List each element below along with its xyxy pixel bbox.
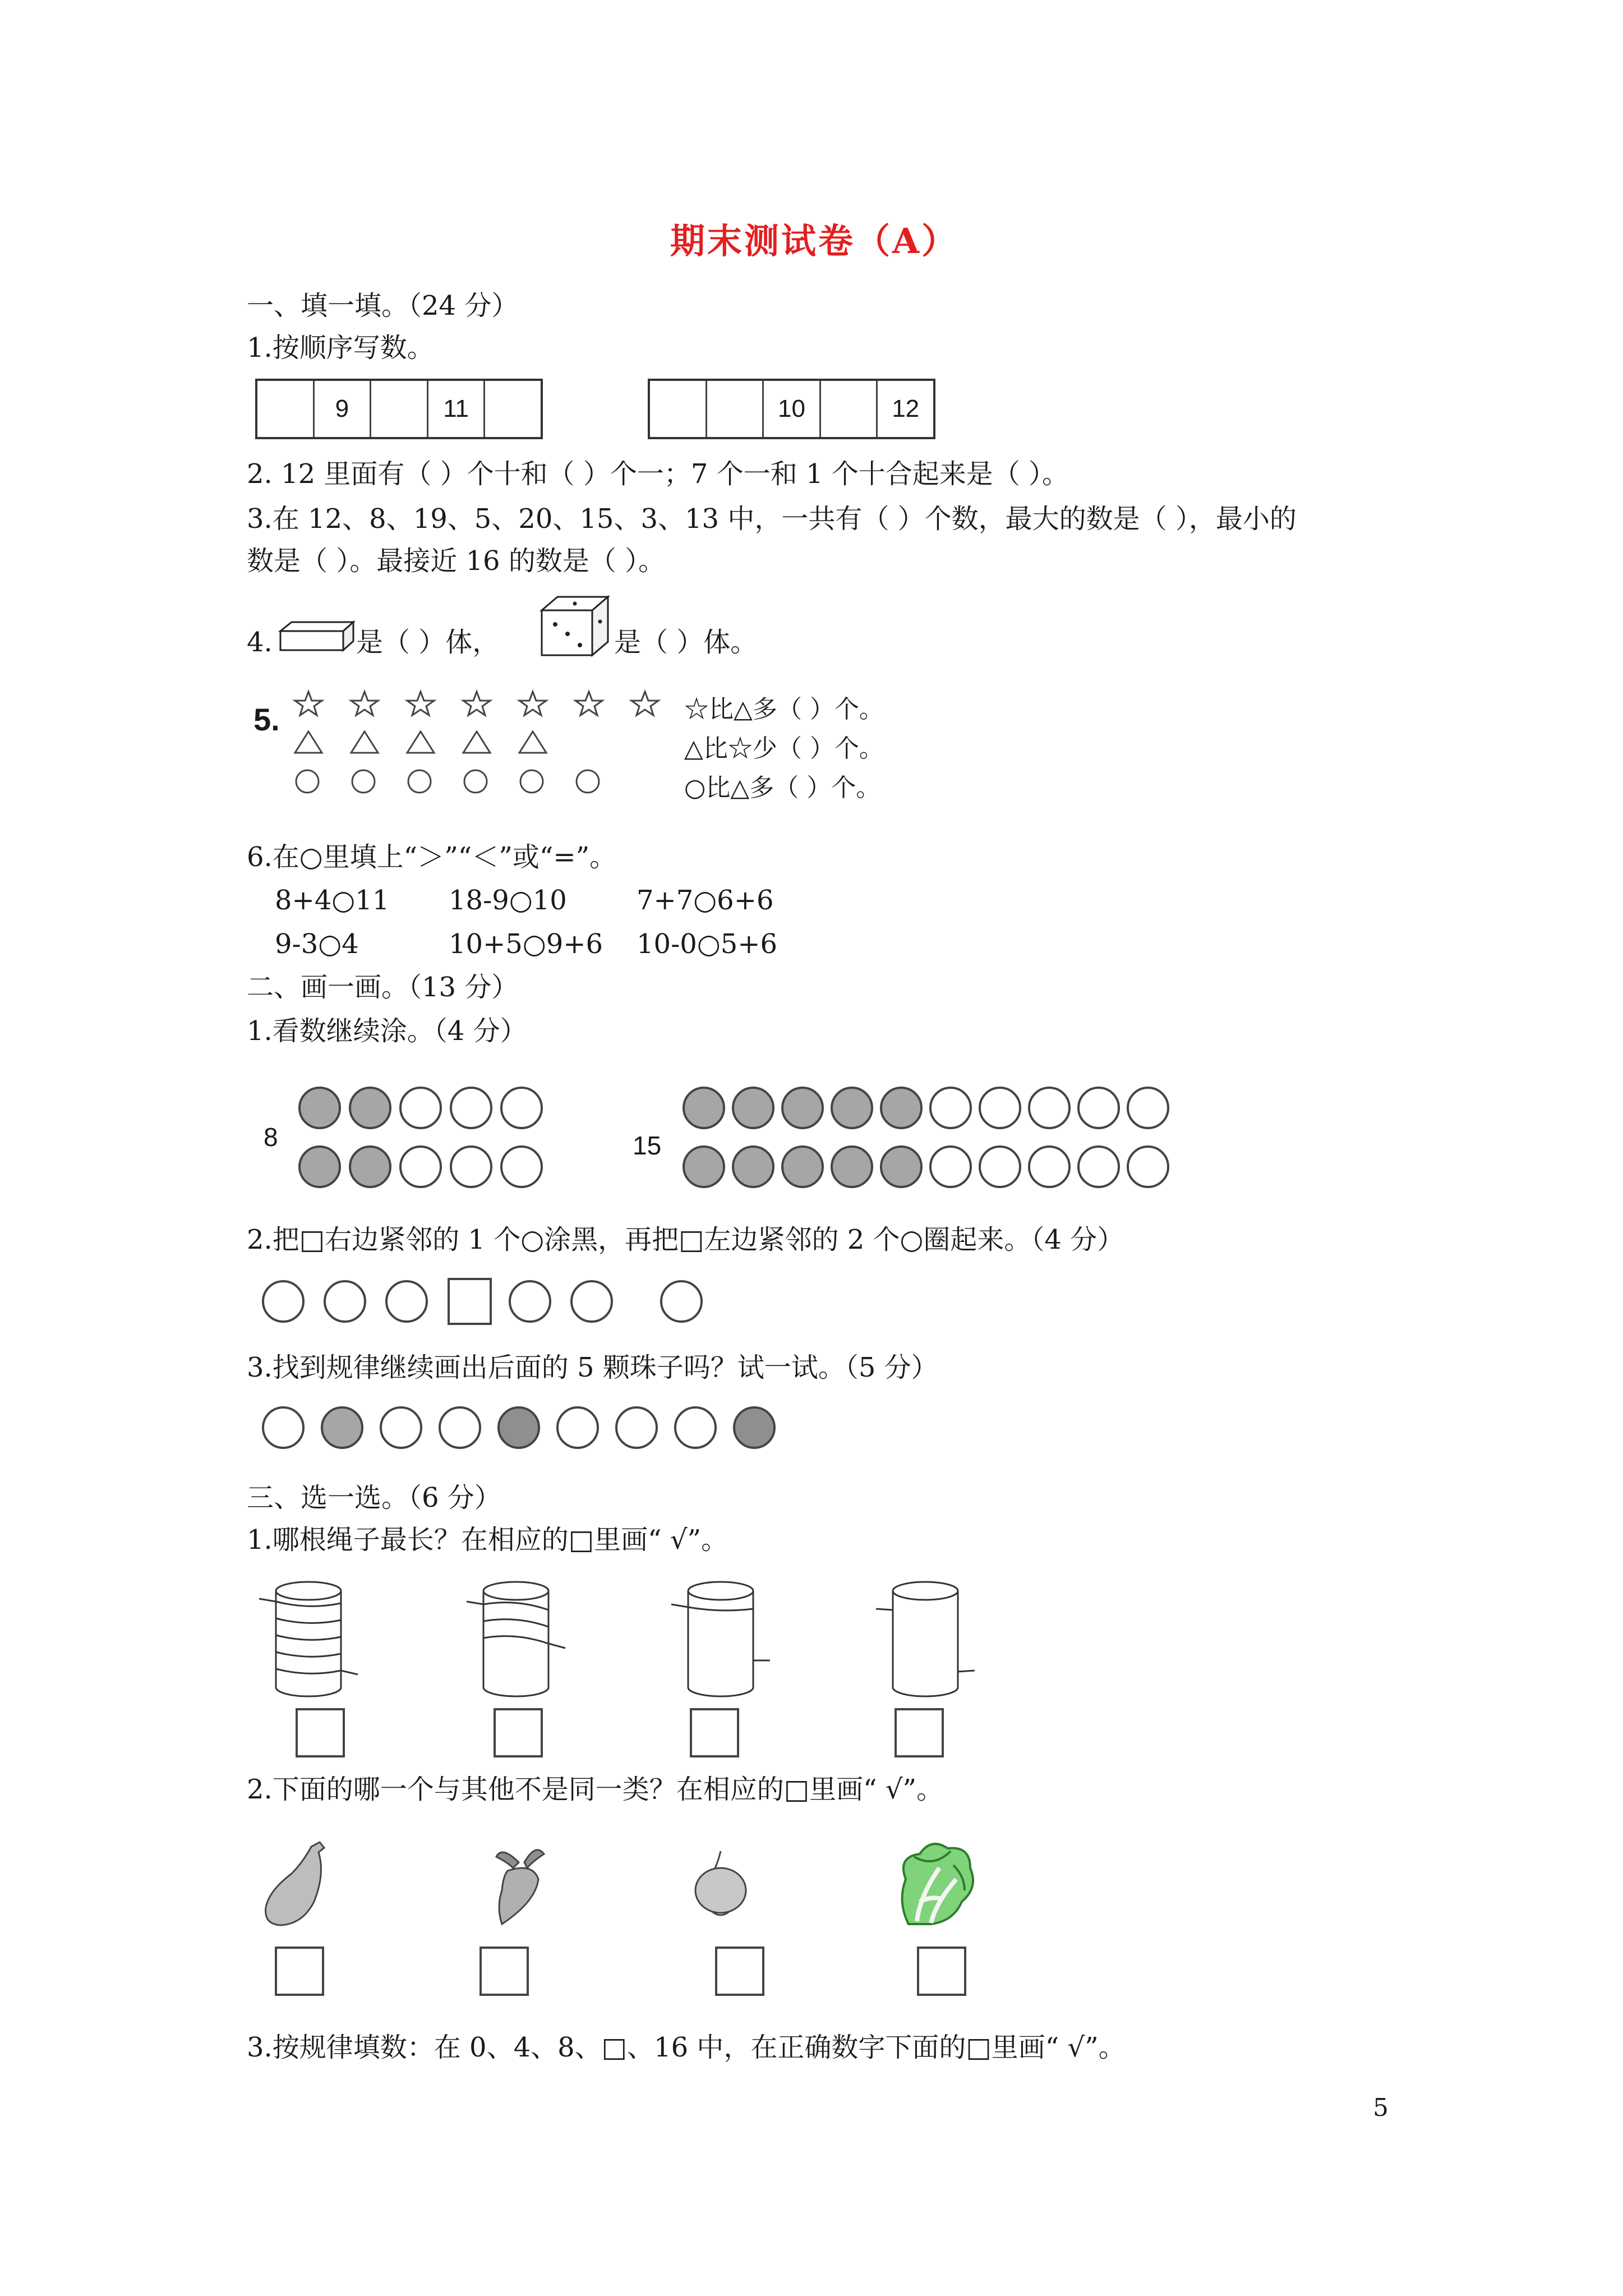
question-3-2: 2.下面的哪一个与其他不是同一类？在相应的□里画“ √”。 <box>247 1774 944 1805</box>
answer-box[interactable] <box>479 1947 529 1996</box>
triangles-row <box>292 728 550 756</box>
question-1-1-label: 1.按顺序写数。 <box>247 332 434 364</box>
question-3-3: 3.按规律填数：在 0、4、8、□、16 中，在正确数字下面的□里画“ √”。 <box>247 2032 1126 2063</box>
answer-box[interactable] <box>690 1708 739 1757</box>
question-1-5-row2: △比☆少（ ）个。 <box>684 734 884 763</box>
page-title: 期末测试卷（A） <box>670 220 959 261</box>
circles-row <box>292 767 606 795</box>
rope-cylinder-1 <box>258 1576 370 1705</box>
sequence-cell[interactable] <box>371 381 428 437</box>
rope-cylinder-4 <box>875 1576 987 1705</box>
eggplant-icon <box>258 1840 336 1930</box>
count-label-15: 15 <box>633 1131 662 1160</box>
section-2-heading: 二、画一画。（13 分） <box>247 972 519 1003</box>
sequence-box-b <box>648 379 935 439</box>
cabbage-icon <box>886 1834 981 1930</box>
question-1-6-label: 6.在○里填上“＞”“＜”或“=”。 <box>247 841 617 873</box>
question-1-3-line2: 数是（ ）。最接近 16 的数是（ ）。 <box>247 545 666 577</box>
question-1-5-number: 5. <box>253 702 280 737</box>
compare-item: 8+4○11 <box>275 885 390 916</box>
stars-row <box>292 687 651 721</box>
question-1-2: 2. 12 里面有（ ）个十和（ ）个一；7 个一和 1 个十合起来是（ ）。 <box>247 458 1069 490</box>
answer-box[interactable] <box>715 1947 764 1996</box>
cuboid-icon <box>276 619 354 652</box>
count-label-8: 8 <box>264 1122 278 1152</box>
rope-cylinder-2 <box>465 1576 578 1705</box>
compare-item: 10-0○5+6 <box>637 928 778 960</box>
sequence-cell: 10 <box>764 381 821 437</box>
question-1-5-row1: ☆比△多（ ）个。 <box>684 695 884 724</box>
circles-grid-15 <box>681 1083 1220 1195</box>
compare-item: 9-3○4 <box>275 928 359 960</box>
answer-box[interactable] <box>895 1708 944 1757</box>
answer-box[interactable] <box>275 1947 324 1996</box>
compare-item: 18-9○10 <box>449 885 567 916</box>
sequence-cell: 9 <box>315 381 372 437</box>
compare-item: 7+7○6+6 <box>637 885 774 916</box>
question-2-3: 3.找到规律继续画出后面的 5 颗珠子吗？试一试。（5 分） <box>247 1352 938 1383</box>
answer-box[interactable] <box>296 1708 345 1757</box>
onion-icon <box>687 1846 754 1924</box>
question-1-4-part2: 是（ ）体。 <box>614 627 758 658</box>
rope-cylinder-3 <box>670 1576 782 1705</box>
sequence-cell[interactable] <box>707 381 764 437</box>
section-1-heading: 一、填一填。（24 分） <box>247 290 519 321</box>
question-1-4-part1: 是（ ）体， <box>356 627 500 658</box>
compare-item: 10+5○9+6 <box>449 928 603 960</box>
sequence-cell[interactable] <box>821 381 878 437</box>
sequence-box-a <box>255 379 543 439</box>
beads-pattern-row <box>258 1402 808 1453</box>
sequence-cell[interactable] <box>257 381 315 437</box>
sequence-cell[interactable] <box>650 381 707 437</box>
answer-box[interactable] <box>494 1708 543 1757</box>
question-2-1-label: 1.看数继续涂。（4 分） <box>247 1015 527 1047</box>
sequence-cell: 11 <box>428 381 486 437</box>
sequence-cell[interactable] <box>485 381 541 437</box>
question-1-5-row3: ○比△多（ ）个。 <box>684 774 881 802</box>
question-1-3-line1: 3.在 12、8、19、5、20、15、3、13 中，一共有（ ）个数，最大的数是（ ），最小的 <box>247 503 1297 535</box>
question-3-1: 1.哪根绳子最长？在相应的□里画“ √”。 <box>247 1524 728 1556</box>
sequence-cell: 12 <box>892 395 920 422</box>
circles-square-row <box>258 1273 718 1329</box>
question-1-4-number: 4. <box>247 627 273 658</box>
radish-icon <box>479 1840 558 1930</box>
section-3-heading: 三、选一选。（6 分） <box>247 1482 501 1513</box>
question-2-2: 2.把□右边紧邻的 1 个○涂黑，再把□左边紧邻的 2 个○圈起来。（4 分） <box>247 1224 1124 1255</box>
circles-grid-8 <box>297 1083 566 1195</box>
cube-icon <box>538 593 611 658</box>
answer-box[interactable] <box>917 1947 966 1996</box>
page-number: 5 <box>1373 2093 1389 2122</box>
